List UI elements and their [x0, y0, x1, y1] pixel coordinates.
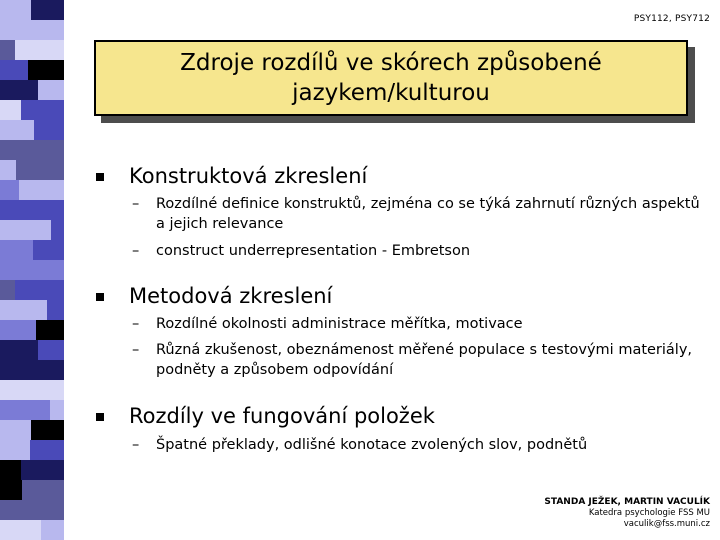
strip-cell [30, 360, 64, 380]
strip-row [0, 420, 64, 440]
dash-bullet-icon: – [132, 342, 140, 358]
strip-cell [14, 140, 64, 160]
dash-bullet-icon: – [132, 316, 140, 332]
strip-cell [0, 300, 47, 320]
course-code: PSY112, PSY712 [633, 14, 710, 24]
strip-row [0, 240, 64, 260]
strip-cell [15, 280, 64, 300]
strip-cell [0, 240, 33, 260]
strip-row [0, 100, 64, 120]
strip-cell [0, 160, 16, 180]
dash-bullet-icon: – [132, 196, 140, 212]
footer-department: Katedra psychologie FSS MU [588, 508, 710, 518]
slide-title-box [94, 40, 688, 116]
strip-row [0, 440, 64, 460]
strip-cell [0, 220, 51, 240]
footer-credits [544, 497, 710, 530]
strip-cell [0, 260, 42, 280]
strip-cell [21, 20, 64, 40]
strip-cell [34, 120, 64, 140]
strip-row [0, 200, 64, 220]
strip-cell [0, 40, 15, 60]
strip-cell [0, 480, 22, 500]
strip-cell [0, 200, 38, 220]
strip-row [0, 120, 64, 140]
strip-cell [22, 480, 64, 500]
strip-row [0, 80, 64, 100]
section-2-heading: Metodová zkreslení [129, 284, 333, 308]
strip-cell [38, 200, 64, 220]
strip-cell [21, 460, 64, 480]
strip-row [0, 20, 64, 40]
strip-row [0, 220, 64, 240]
bullet-section-1 [96, 163, 368, 188]
strip-cell [41, 520, 64, 540]
bullet-section-2 [96, 283, 333, 308]
strip-cell [30, 440, 64, 460]
strip-row [0, 480, 64, 500]
strip-cell [0, 420, 31, 440]
strip-cell [0, 60, 28, 80]
section-1-heading: Konstruktová zkreslení [129, 164, 368, 188]
strip-row [0, 140, 64, 160]
strip-cell [50, 500, 64, 520]
strip-cell [38, 80, 64, 100]
strip-row [0, 360, 64, 380]
strip-cell [0, 360, 30, 380]
strip-cell [0, 380, 28, 400]
dash-bullet-icon: – [132, 437, 140, 453]
strip-cell [47, 300, 64, 320]
strip-row [0, 380, 64, 400]
strip-row [0, 340, 64, 360]
strip-cell [0, 280, 15, 300]
square-bullet-icon [96, 293, 104, 301]
strip-cell [21, 100, 64, 120]
strip-cell [0, 0, 31, 20]
strip-cell [51, 220, 64, 240]
decorative-color-strip [0, 0, 64, 540]
strip-cell [16, 160, 64, 180]
slide-title-line-1: Zdroje rozdílů ve skórech způsobené [180, 50, 602, 76]
strip-row [0, 0, 64, 20]
square-bullet-icon [96, 413, 104, 421]
sub-item-text: Různá zkušenost, obeznámenost měřené populace s testovými materiály, podněty a způsobem odpovídání [156, 342, 693, 378]
strip-cell [19, 180, 64, 200]
strip-row [0, 320, 64, 340]
strip-cell [0, 120, 34, 140]
sub-item-text: Rozdílné okolnosti administrace měřítka, motivace [156, 316, 523, 332]
strip-cell [0, 500, 50, 520]
section-2-item-2 [132, 340, 702, 380]
strip-cell [42, 260, 64, 280]
section-3-heading: Rozdíly ve fungování položek [129, 404, 435, 428]
strip-cell [0, 180, 19, 200]
strip-cell [38, 340, 64, 360]
strip-cell [15, 40, 64, 60]
strip-row [0, 60, 64, 80]
strip-cell [33, 240, 64, 260]
footer-authors: STANDA JEŽEK, MARTIN VACULÍK [544, 497, 710, 507]
strip-cell [0, 140, 14, 160]
strip-row [0, 520, 64, 540]
strip-cell [0, 440, 30, 460]
strip-cell [36, 320, 64, 340]
strip-cell [31, 0, 64, 20]
section-1-item-1 [132, 194, 702, 234]
strip-cell [31, 420, 64, 440]
strip-cell [28, 380, 64, 400]
strip-row [0, 300, 64, 320]
strip-row [0, 400, 64, 420]
section-1-item-2 [132, 241, 702, 261]
strip-cell [0, 460, 21, 480]
dash-bullet-icon: – [132, 243, 140, 259]
strip-row [0, 500, 64, 520]
footer-email: vaculik@fss.muni.cz [623, 519, 710, 529]
strip-cell [0, 520, 41, 540]
strip-cell [28, 60, 64, 80]
strip-cell [0, 340, 38, 360]
strip-row [0, 160, 64, 180]
section-2-item-1 [132, 314, 702, 334]
strip-row [0, 40, 64, 60]
strip-cell [50, 400, 64, 420]
sub-item-text: Špatné překlady, odlišné konotace zvolených slov, podnětů [156, 437, 588, 453]
slide-title-line-2: jazykem/kulturou [292, 80, 490, 106]
strip-cell [0, 100, 21, 120]
strip-cell [0, 400, 50, 420]
strip-cell [0, 20, 21, 40]
section-3-item-1 [132, 435, 702, 455]
strip-row [0, 460, 64, 480]
strip-row [0, 260, 64, 280]
strip-row [0, 280, 64, 300]
strip-cell [0, 80, 38, 100]
square-bullet-icon [96, 173, 104, 181]
sub-item-text: Rozdílné definice konstruktů, zejména co se týká zahrnutí různých aspektů a jejich relevance [156, 196, 700, 232]
bullet-section-3 [96, 403, 435, 428]
strip-row [0, 180, 64, 200]
strip-cell [0, 320, 36, 340]
sub-item-text: construct underrepresentation - Embretson [156, 243, 471, 259]
